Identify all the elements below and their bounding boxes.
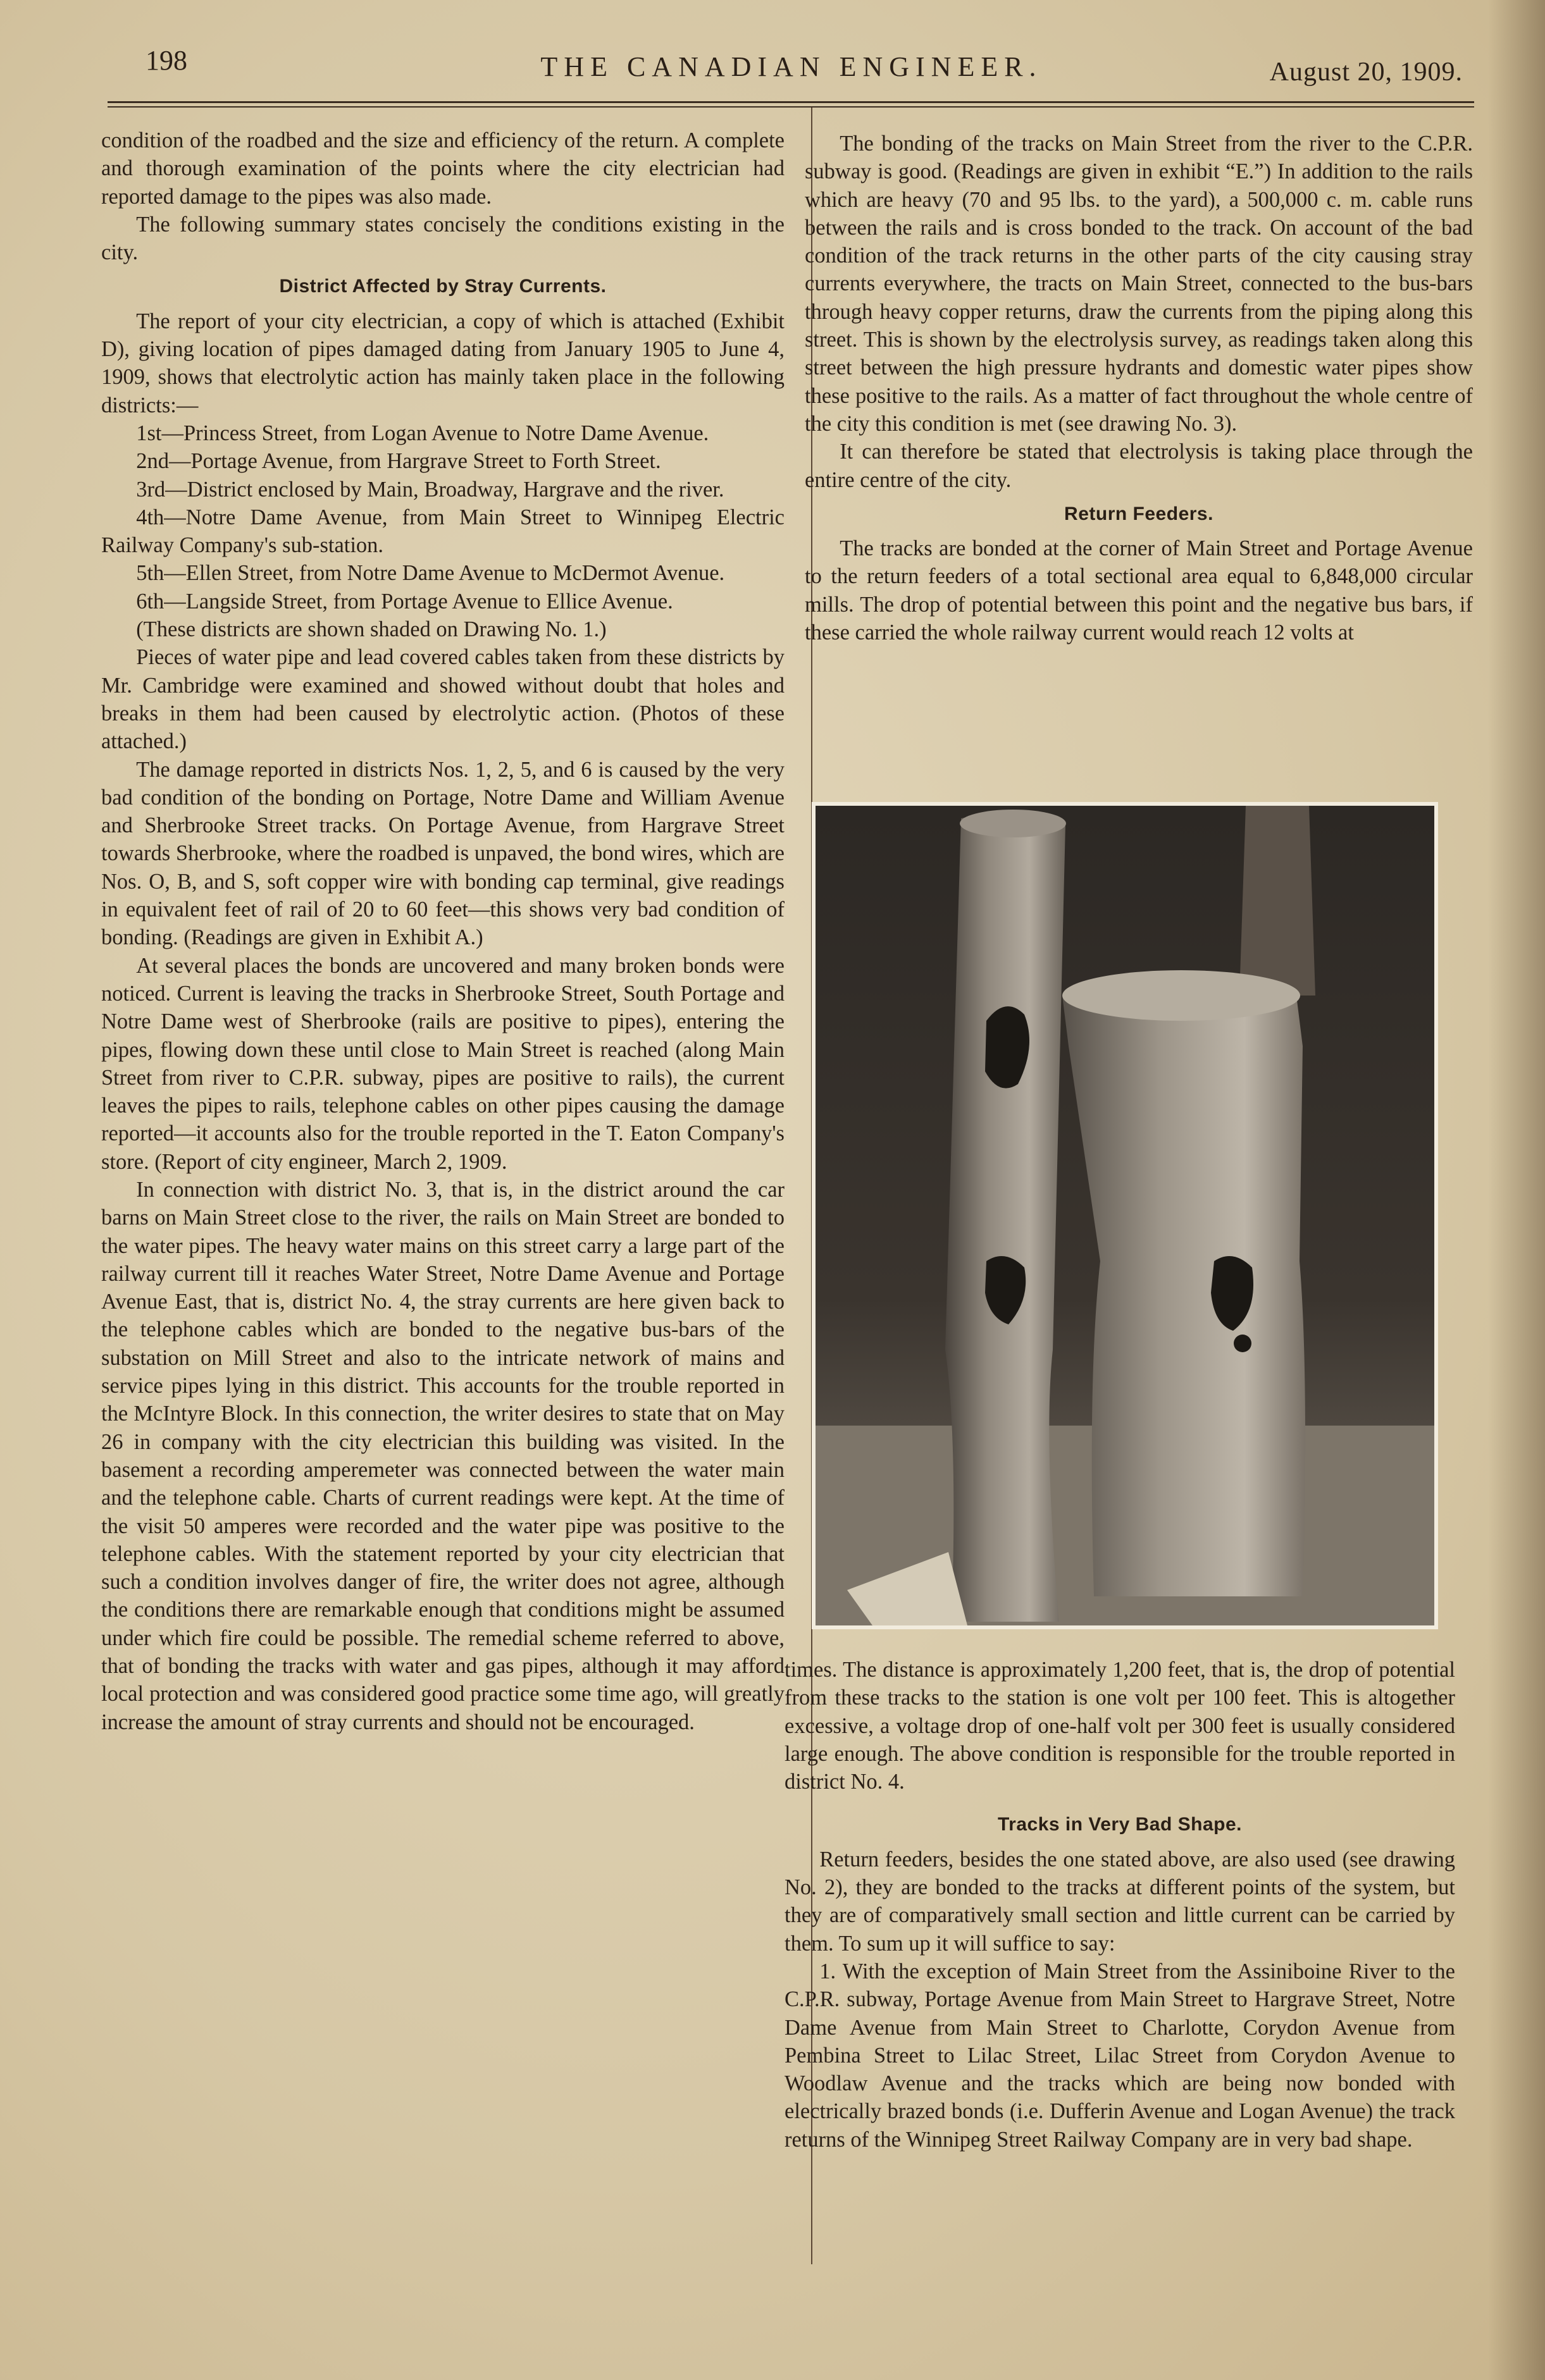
page-number: 198 <box>146 45 187 76</box>
page-edge-shadow <box>1488 0 1545 2380</box>
paragraph: In connection with district No. 3, that is, in the district around the car barns on Main Street close to the river, the rails on Main Street are bonded to the water pipes. The heavy water mains on this street carry a large part of the railway current till it reaches Water Street, Notre Dame Avenue and Portage Avenue East, that is, district No. 4, the stray currents are here given back to the telephone cables which are bonded to the negative bus-bars of the substation on Mill Street and also to the intricate network of mains and service pipes lying in this district. This accounts for the trouble reported in the McIntyre Block. In this connection, the writer desires to state that on May 26 in company with the city electrician this building was visited. In the basement a recording amperemeter was connected between the water main and the telephone cable. Charts of current readings were kept. At the time of the visit 50 amperes were recorded and the water pipe was positive to the telephone cables. With the statement reported by your city electrician that such a condition involves danger of fire, the writer does not agree, although the conditions there are remarkable enough that conditions might be assumed under which fire could be possible. The remedial scheme referred to above, that of bonding the tracks with water and gas pipes, although it may afford local protection and was considered good practice some time ago, will greatly increase the amount of stray currents and should not be encouraged. <box>101 1177 785 1734</box>
header-rule-top <box>108 101 1474 103</box>
paragraph: The damage reported in districts Nos. 1, 2, 5, and 6 is caused by the very bad condition of the bonding on Portage, Notre Dame and William Avenue and Sherbrooke Street tracks. On Portage Avenue, from Hargrave Street towards Sherbrooke, where the roadbed is unpaved, the bond wires, which are Nos. O, B, and S, soft copper wire with bonding cap terminal, give readings in equivalent feet of rail of 20 to 60 feet—this shows very bad condition of bonding. (Readings are given in Exhibit A.) <box>101 757 785 950</box>
header-rule-bottom <box>108 106 1474 108</box>
issue-date: August 20, 1909. <box>1269 58 1463 87</box>
left-column <box>101 126 785 1736</box>
paragraph: The bonding of the tracks on Main Street from the river to the C.P.R. subway is good. (Readings are given in exhibit “E.”) In addition to the rails which are heavy (70 and 95 lbs. to the yard), a 500,000 c. m. cable runs between the rails and is cross bonded to the track. On account of the bad condition of the track returns in the other parts of the city causing stray currents everywhere, the tracts on Main Street, connected to the bus-bars through heavy copper returns, draw the currents from the piping along this street. This is shown by the electrolysis survey, as readings taken along this street between the high pressure hydrants and domestic water pipes show these positive to the rails. As a matter of fact throughout the whole centre of the city this condition is met (see drawing No. 3). <box>805 132 1473 436</box>
paragraph: At several places the bonds are uncovered and many broken bonds were noticed. Current is leaving the tracks in Sherbrooke Street, South Portage and Notre Dame west of Sherbrooke (rails are positive to pipes), entering the pipes, flowing down these until close to Main Street is reached (along Main Street from river to C.P.R. subway, pipes are positive to rails), the current leaves the pipes to rails, telephone cables on other pipes causing the damage reported—it accounts also for the trouble reported in the T. Eaton Company's store. (Report of city engineer, March 2, 1909. <box>101 953 785 1174</box>
district-item: 4th—Notre Dame Avenue, from Main Street to Winnipeg Electric Railway Company's sub-station. <box>101 505 785 558</box>
paragraph: The report of your city electrician, a copy of which is attached (Exhibit D), giving location of pipes damaged dating from January 1905 to June 4, 1909, shows that electrolytic action has mainly taken place in the following districts:— <box>101 309 785 417</box>
journal-title: THE CANADIAN ENGINEER. <box>540 51 1043 82</box>
district-item: 5th—Ellen Street, from Notre Dame Avenue to McDermot Avenue. <box>136 561 725 586</box>
right-column-top <box>805 130 1473 646</box>
page-header <box>108 44 1475 89</box>
paragraph: Return feeders, besides the one stated above, are also used (see drawing No. 2), they are bonded to the tracks at different points of the system, but they are of comparatively small section and little current can be carried by them. To sum up it will suffice to say: <box>785 1847 1455 1956</box>
pipe-photograph <box>812 802 1438 1629</box>
district-item: 2nd—Portage Avenue, from Hargrave Street to Forth Street. <box>136 449 661 474</box>
photograph-corroded-pipes-icon <box>816 806 1434 1625</box>
paragraph: It can therefore be stated that electrolysis is taking place through the entire centre of the city. <box>805 440 1473 492</box>
section-heading: Return Feeders. <box>1064 503 1213 524</box>
paragraph: times. The distance is approximately 1,200 feet, that is, the drop of potential from these tracks to the station is one volt per 100 feet. This is altogether excessive, a voltage drop of one-half volt per 300 feet is usually considered large enough. The above condition is responsible for the trouble reported in district No. 4. <box>785 1658 1455 1794</box>
right-column-bottom <box>785 1656 1455 2154</box>
section-heading: Tracks in Very Bad Shape. <box>997 1814 1243 1835</box>
district-item: 1st—Princess Street, from Logan Avenue to Notre Dame Avenue. <box>136 421 709 445</box>
paragraph: The following summary states concisely the conditions existing in the city. <box>101 212 785 265</box>
paragraph: (These districts are shown shaded on Drawing No. 1.) <box>136 617 607 642</box>
paragraph: The tracks are bonded at the corner of Main Street and Portage Avenue to the return feeders of a total sectional area equal to 6,848,000 circular mills. The drop of potential between this point and the negative bus bars, if these carried the whole railway current would reach 12 volts at <box>805 536 1473 645</box>
paragraph: condition of the roadbed and the size and efficiency of the return. A complete and thorough examination of the points where the city electrician had reported damage to the pipes was also made. <box>101 128 785 209</box>
paragraph: 1. With the exception of Main Street from the Assiniboine River to the C.P.R. subway, Portage Avenue from Main Street to Hargrave Street, Notre Dame Avenue from Main Street to Charlotte, Corydon Avenue from Pembina Street to Lilac Street, Lilac Street from Corydon Avenue to Woodlaw Avenue and the tracks which are being now bonded with electrically brazed bonds (i.e. Dufferin Avenue and Logan Avenue) the track returns of the Winnipeg Street Railway Company are in very bad shape. <box>785 1959 1455 2152</box>
district-item: 6th—Langside Street, from Portage Avenue to Ellice Avenue. <box>136 589 673 613</box>
district-item: 3rd—District enclosed by Main, Broadway, Hargrave and the river. <box>136 477 724 502</box>
section-heading: District Affected by Stray Currents. <box>279 276 607 297</box>
paragraph: Pieces of water pipe and lead covered cables taken from these districts by Mr. Cambridge were examined and showed without doubt that holes and breaks in them had been caused by electrolytic action. (Photos of these attached.) <box>101 645 785 754</box>
